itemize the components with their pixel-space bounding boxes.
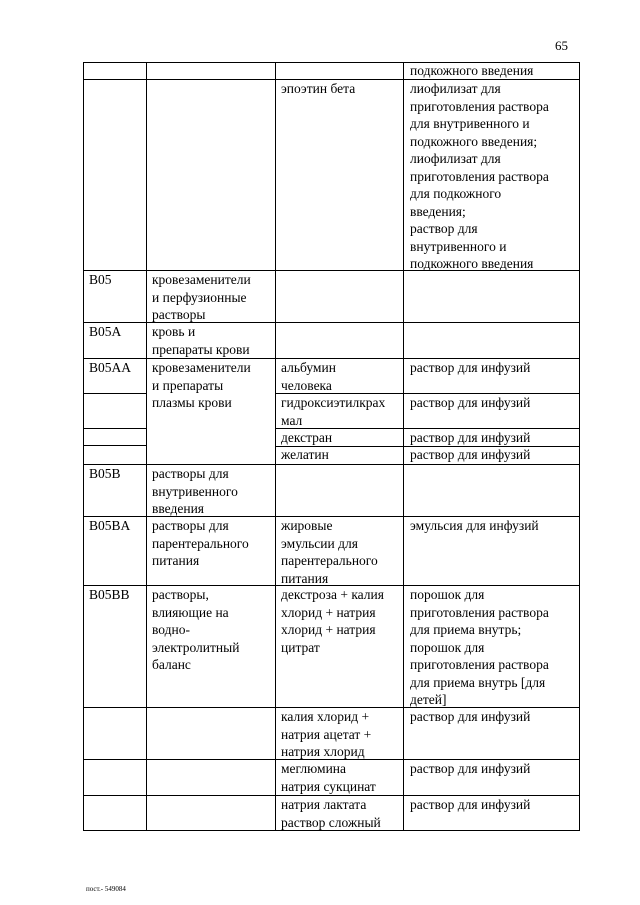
cell-r11-drug: декстроза + калия хлорид + натрия хлорид + натрия цитрат: [281, 587, 384, 655]
cell-r1-form: подкожного введения: [410, 63, 534, 78]
cell-r11-group: растворы, влияющие на водно- электролитный баланс: [152, 587, 240, 672]
cell-r4-group: кровь и препараты крови: [152, 324, 250, 357]
cell-r5-drug: альбумин человека: [281, 360, 336, 393]
cell-r3-code: B05: [89, 272, 112, 287]
cell-r7-drug: декстран: [281, 430, 333, 445]
footer-note: пост.- 549084: [86, 885, 126, 893]
cell-r9-group: растворы для внутривенного введения: [152, 466, 238, 516]
cell-r5-form: раствор для инфузий: [410, 360, 531, 375]
cell-r10-code: B05BA: [89, 518, 131, 533]
cell-r10-drug: жировые эмульсии для парентерального питания: [281, 518, 378, 586]
cell-r8-drug: желатин: [281, 447, 329, 462]
cell-r7-form: раствор для инфузий: [410, 430, 531, 445]
cell-r9-code: B05B: [89, 466, 121, 481]
cell-r12-form: раствор для инфузий: [410, 709, 531, 724]
cell-r6-drug: гидроксиэтилкрах мал: [281, 395, 386, 428]
cell-r5-group: кровезаменители и препараты плазмы крови: [152, 360, 251, 410]
cell-r13-form: раствор для инфузий: [410, 761, 531, 776]
cell-r4-code: B05A: [89, 324, 122, 339]
cell-r6-form: раствор для инфузий: [410, 395, 531, 410]
cell-r13-drug: меглюмина натрия сукцинат: [281, 761, 376, 794]
cell-r12-drug: калия хлорид + натрия ацетат + натрия хлорид: [281, 709, 372, 759]
cell-r5-code: B05AA: [89, 360, 132, 375]
cell-r11-form: порошок для приготовления раствора для приема внутрь; порошок для приготовления раствора для приема внутрь [для детей]: [410, 587, 549, 707]
cell-r10-form: эмульсия для инфузий: [410, 518, 539, 533]
cell-r2-form: лиофилизат для приготовления раствора для внутривенного и подкожного введения; лиофилизат для приготовления раствора для подкожного введения; раствор для внутривенного и подкожного введения: [410, 81, 549, 271]
cell-r3-group: кровезаменители и перфузионные растворы: [152, 272, 251, 322]
cell-r11-code: B05BB: [89, 587, 130, 602]
page-number: 65: [555, 38, 568, 53]
cell-r2-drug: эпоэтин бета: [281, 81, 356, 96]
cell-r14-form: раствор для инфузий: [410, 797, 531, 812]
cell-r8-form: раствор для инфузий: [410, 447, 531, 462]
cell-r14-drug: натрия лактата раствор сложный: [281, 797, 381, 830]
cell-r10-group: растворы для парентерального питания: [152, 518, 249, 568]
